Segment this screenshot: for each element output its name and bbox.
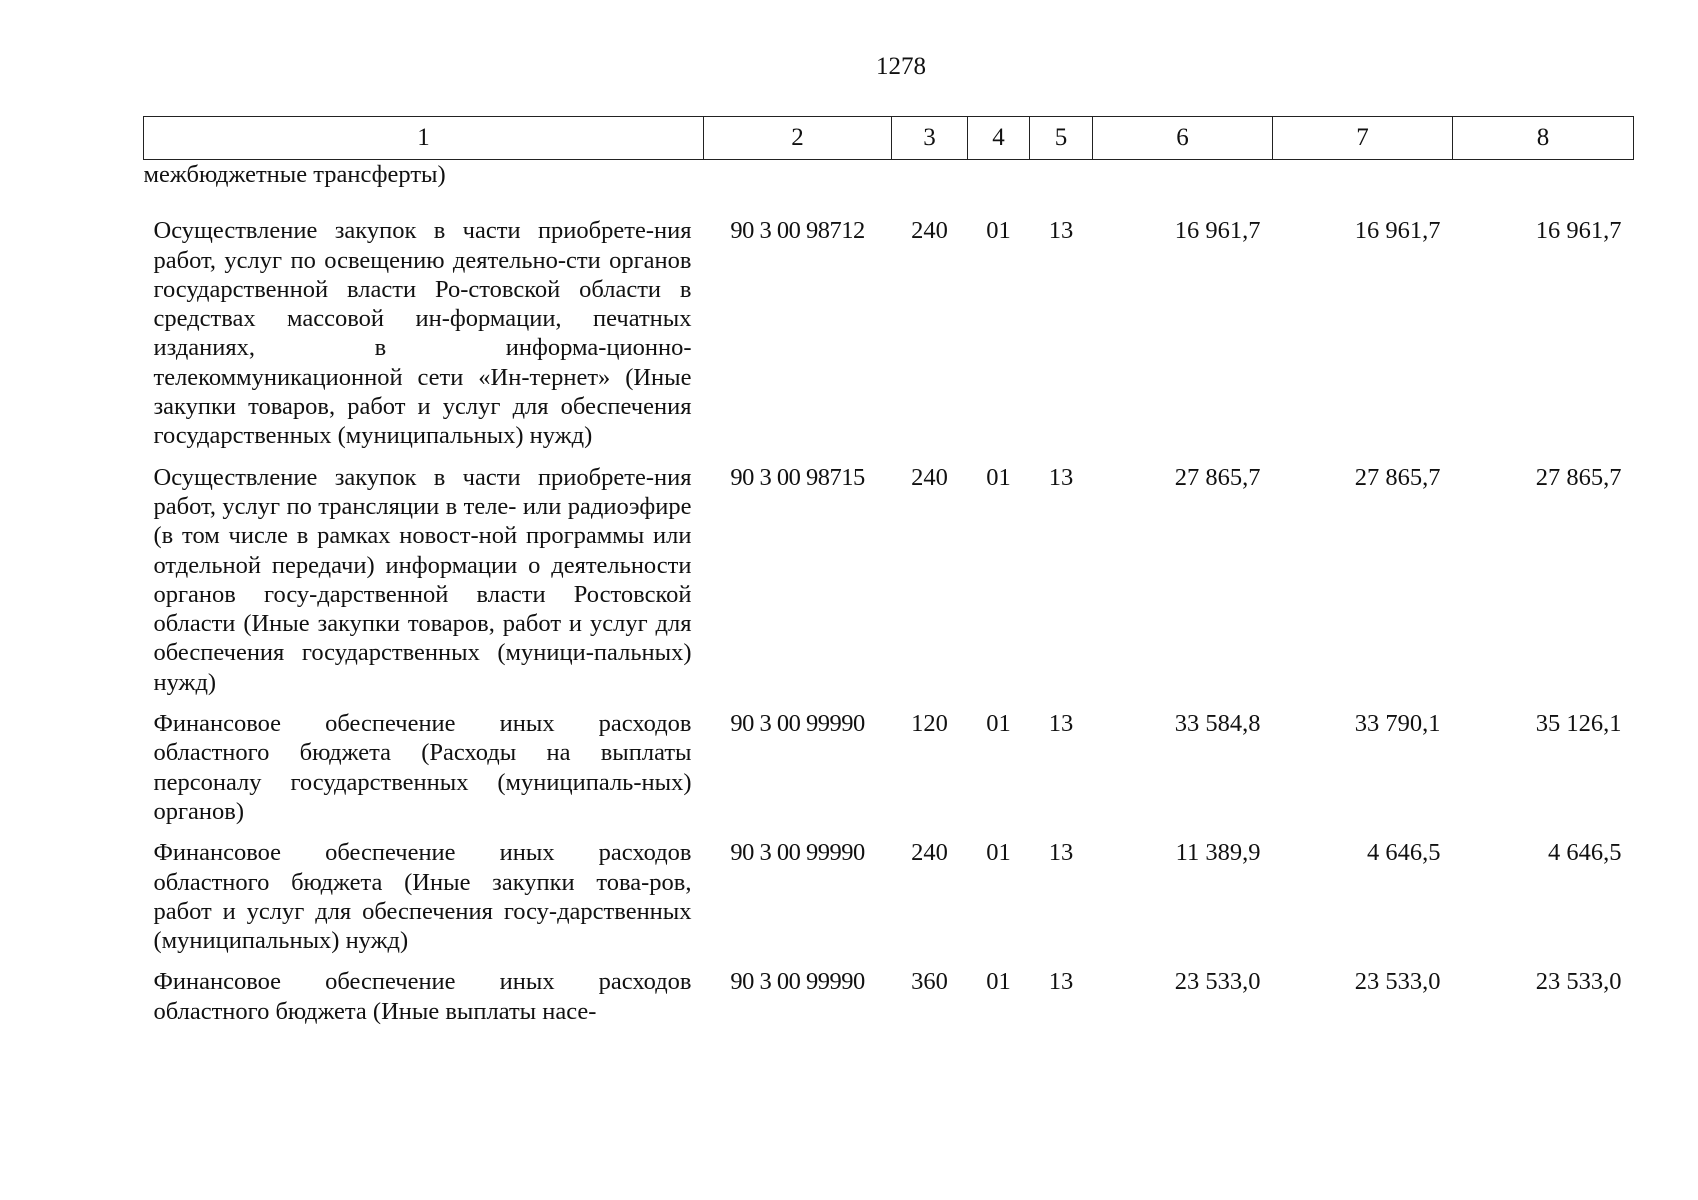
row-target-article: 90 3 00 98715: [730, 463, 865, 491]
header-col-6: 6: [1093, 117, 1273, 160]
row-description: Осуществление закупок в части приобрете-ния работ, услуг по освещению деятельно-сти органов государственной власти Ро-стовской области в средствах массовой ин-формации, печатных изданиях, в информа-ционно-телекоммуникационной сети «Ин-тернет» (Иные закупки товаров, работ и услуг для обеспечения государственных (муниципальных) нужд): [153, 217, 692, 450]
row-description: Финансовое обеспечение иных расходов областного бюджета (Иные выплаты насе-: [153, 968, 692, 1025]
row-sum-2: 4 646,5: [1367, 839, 1441, 867]
header-col-7: 7: [1273, 117, 1453, 160]
table-row: [144, 826, 1634, 955]
row-target-article: 90 3 00 99990: [730, 968, 865, 996]
row-section: 01: [986, 968, 1011, 996]
row-sum-3: 35 126,1: [1535, 710, 1622, 738]
header-col-8: 8: [1453, 117, 1634, 160]
row-subsection: 13: [1048, 839, 1074, 867]
row-sum-2: 33 790,1: [1354, 710, 1441, 738]
table-row: [144, 697, 1634, 826]
row-sum-3: 27 865,7: [1535, 463, 1622, 491]
row-section: 01: [986, 710, 1011, 738]
table-header: [144, 117, 1634, 160]
row-sum-3: 4 646,5: [1548, 839, 1622, 867]
row-subsection: 13: [1048, 710, 1074, 738]
table-body: [144, 160, 1634, 1027]
row-sum-3: 16 961,7: [1535, 217, 1622, 245]
header-col-4: 4: [968, 117, 1030, 160]
header-col-5: 5: [1030, 117, 1093, 160]
budget-table: [143, 116, 1634, 1026]
row-sum-3: 23 533,0: [1535, 968, 1622, 996]
row-description: Финансовое обеспечение иных расходов областного бюджета (Иные закупки това-ров, работ и услуг для обеспечения госу-дарственных (муниципальных) нужд): [153, 839, 692, 955]
row-expense-type: 360: [911, 968, 948, 996]
row-expense-type: 240: [911, 839, 948, 867]
row-sum-2: 16 961,7: [1354, 217, 1441, 245]
table-row: [144, 189, 1634, 450]
table-row: [144, 955, 1634, 1026]
row-sum-2: 23 533,0: [1354, 968, 1441, 996]
row-target-article: 90 3 00 99990: [730, 839, 865, 867]
row-section: 01: [986, 217, 1011, 245]
row-description: Финансовое обеспечение иных расходов областного бюджета (Расходы на выплаты персоналу государственных (муниципаль-ных) органов): [153, 710, 692, 825]
row-expense-type: 120: [911, 710, 948, 738]
header-col-1: 1: [144, 117, 704, 160]
table-row: [144, 451, 1634, 697]
row-sum-1: 27 865,7: [1174, 463, 1261, 491]
row-expense-type: 240: [911, 463, 948, 491]
header-row: [144, 117, 1634, 160]
row-section: 01: [986, 839, 1011, 867]
continuation-text: межбюджетные трансферты): [143, 161, 446, 188]
row-subsection: 13: [1048, 217, 1074, 245]
page-number: 1278: [876, 53, 926, 80]
row-sum-1: 11 389,9: [1175, 839, 1261, 867]
row-description: Осуществление закупок в части приобрете-ния работ, услуг по трансляции в теле- или радиоэфире (в том числе в рамках новост-ной программы или отдельной передачи) информации о деятельности органов госу-дарственной власти Ростовской области (Иные закупки товаров, работ и услуг для обеспечения государственных (муници-пальных) нужд): [153, 463, 692, 696]
row-sum-1: 23 533,0: [1174, 968, 1261, 996]
row-target-article: 90 3 00 98712: [730, 217, 865, 245]
header-col-3: 3: [892, 117, 968, 160]
row-sum-1: 33 584,8: [1174, 710, 1261, 738]
row-sum-2: 27 865,7: [1354, 463, 1441, 491]
row-sum-1: 16 961,7: [1174, 217, 1261, 245]
row-target-article: 90 3 00 99990: [730, 710, 865, 738]
row-subsection: 13: [1048, 968, 1074, 996]
continuation-row: [144, 160, 1634, 190]
row-section: 01: [986, 463, 1011, 491]
row-expense-type: 240: [911, 217, 948, 245]
header-col-2: 2: [704, 117, 892, 160]
row-subsection: 13: [1048, 463, 1074, 491]
